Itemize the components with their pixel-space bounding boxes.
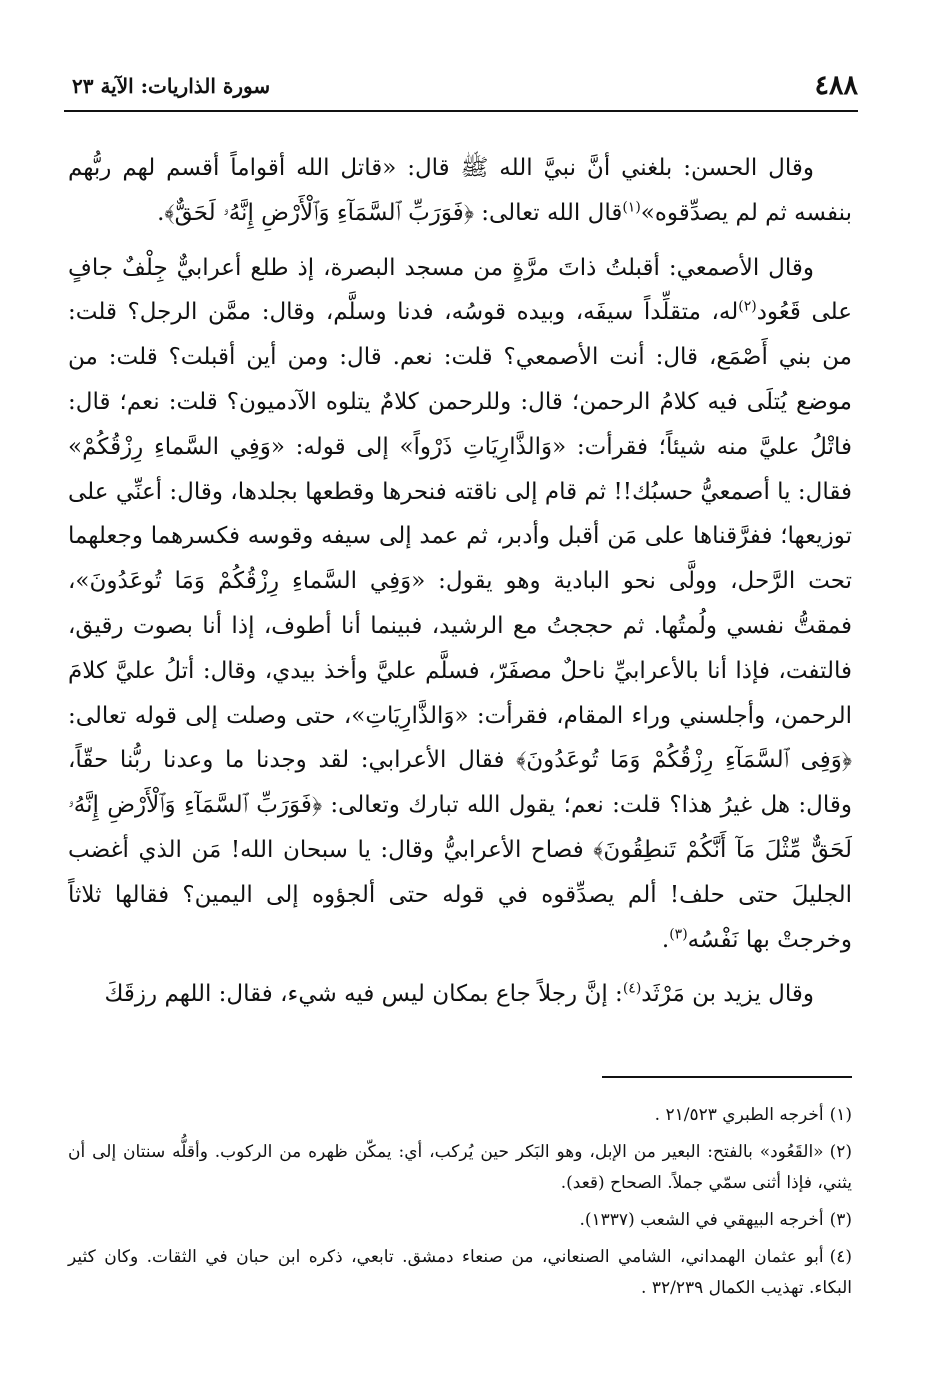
running-title: سورة الذاريات: الآية ٢٣	[72, 74, 271, 98]
footnote	[68, 1205, 852, 1236]
text-run: .	[661, 926, 670, 953]
footnote-text: أبو عثمان الهمداني، الشامي الصنعاني، من صنعاء دمشق. تابعي، ذكره ابن حبان في الثقات. وكان كثير البكاء. تهذيب الكمال ٣٢/٢٣٩ .	[68, 1247, 852, 1298]
footnote-divider	[602, 1076, 852, 1078]
footnote-ref: (٢)	[738, 298, 757, 315]
footnote-text: «القَعُود» بالفتح: البعير من الإبل، وهو البَكر حين يُركب، أي: يمكّن ظهره من الركوب. وأقلُّه سنتان إلى أن يثني، فإذا أثنى سمّي جملاً. الصحاح (قعد).	[68, 1142, 852, 1193]
footnote	[68, 1100, 852, 1131]
main-text	[68, 146, 852, 1017]
footnote-ref: (٣)	[669, 925, 688, 942]
text-run: وقال الأصمعي: أقبلتُ ذاتَ مرَّةٍ من مسجد البصرة، إذ طلع أعرابيٌّ جِلْفٌ جافٍ على قَعُود	[68, 254, 852, 326]
footnote-number: (٤)	[829, 1247, 852, 1267]
footnote-ref: (٤)	[622, 980, 642, 997]
paragraph-hasan	[68, 146, 852, 236]
footnote	[68, 1242, 852, 1304]
footnote-number: (١)	[829, 1105, 852, 1125]
footnote-text: أخرجه البيهقي في الشعب (١٣٣٧).	[579, 1210, 824, 1230]
text-run: له، متقلِّداً سيفَه، وبيده قوسُه، فدنا وسلَّم، وقال: ممَّن الرجل؟ قلت: من بني أَصْمَع، قال: أنت الأصمعي؟ قلت: نعم. قال: ومن أين أقبلت؟ قلت: من موضع يُتلَى فيه كلامُ الرحمن؛ قال: وللرحمن كلامٌ يتلوه الآدميون؟ قلت: نعم؛ قال: فاتْلُ عليَّ منه شيئاً؛ فقرأت: «وَالذَّارِيَاتِ ذَرْواً» إلى قوله: «وَفِي السَّماءِ رِزْقُكُمْ» فقال: يا أصمعيُّ حسبُك!! ثم قام إلى ناقته فنحرها وقطعها بجلدها، وقال: أعنِّي على توزيعها؛ ففرَّقناها على مَن أقبل وأدبر، ثم عمد إلى سيفه وقوسه فكسرهما وجعلهما تحت الرَّحل، وولَّى نحو البادية وهو يقول: «وَفِي السَّماءِ رِزْقُكُمْ وَمَا تُوعَدُونَ»، فمقتُّ نفسي ولُمتُها. ثم حججتُ مع الرشيد، فبينما أنا أطوف، إذا أنا بصوت رقيق، فالتفت، فإذا أنا بالأعرابيِّ ناحلٌ مصفَرّ، فسلَّم عليَّ وأخذ بيدي، وقال: أتلُ عليَّ كلامَ الرحمن، وأجلسني وراء المقام، فقرأت: «وَالذَّارِيَاتِ»، حتى وصلت إلى قوله تعالى: ﴿وَفِى ٱلسَّمَآءِ رِزْقُكُمْ وَمَا تُوعَدُونَ﴾ فقال الأعرابي: لقد وجدنا ما وعدنا ربُّنا حقّاً، وقال: هل غيرُ هذا؟ قلت: نعم؛ يقول الله تبارك وتعالى: ﴿فَوَرَبِّ ٱلسَّمَآءِ وَٱلْأَرْضِ إِنَّهُۥ لَحَقٌّ مِّثْلَ مَآ أَنَّكُمْ تَنطِقُونَ﴾ فصاح الأعرابيُّ وقال: يا سبحان الله! مَن الذي أغضب الجليلَ حتى حلف! ألم يصدِّقوه في قوله حتى ألجؤوه إلى اليمين؟ فقالها ثلاثاً وخرجتْ بها نَفْسُه	[68, 299, 852, 953]
page-header	[64, 66, 858, 112]
text-run: وقال الحسن: بلغني أنَّ نبيَّ الله ﷺ قال: «قاتل الله أقواماً أقسم لهم ربُّهم بنفسه ثم لم يصدِّقوه»	[68, 155, 852, 226]
footnote-number: (٢)	[829, 1142, 852, 1162]
footnotes	[68, 1100, 852, 1310]
footnote-ref: (١)	[622, 199, 641, 216]
text-run: : إنَّ رجلاً جاع بمكان ليس فيه شيء، فقال: اللهم رزقَكَ	[104, 981, 623, 1008]
footnote-text: أخرجه الطبري ٢١/٥٢٣ .	[654, 1105, 824, 1125]
paragraph-asmai	[68, 246, 852, 963]
footnote	[68, 1137, 852, 1199]
page-number: ٤٨٨	[814, 70, 858, 101]
footnote-number: (٣)	[829, 1210, 852, 1230]
text-run: قال الله تعالى: ﴿فَوَرَبِّ ٱلسَّمَآءِ وَٱلْأَرْضِ إِنَّهُۥ لَحَقٌّ﴾.	[157, 199, 623, 226]
text-run: وقال يزيد بن مَرْثَد	[641, 981, 814, 1008]
paragraph-yazid	[68, 972, 852, 1017]
